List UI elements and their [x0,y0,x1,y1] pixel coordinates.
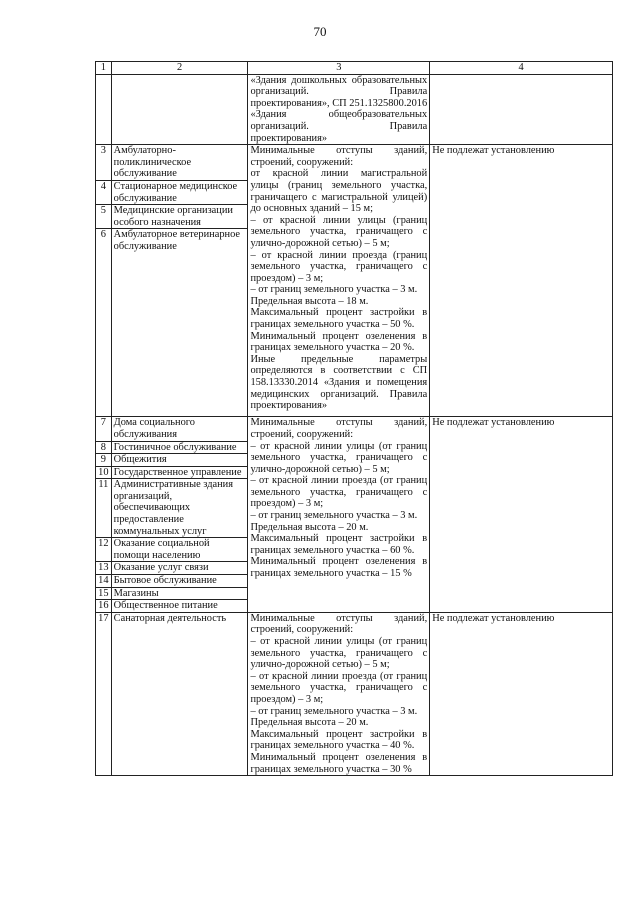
note-cell: Не подлежат установлению [430,417,613,613]
parameter-text: – от красной линии проезда (границ земельного участка, граничащего с проездом) – 3 м; [250,249,428,284]
row-number: 4 [96,180,112,204]
parameter-text: – от границ земельного участка – 3 м. [250,510,418,522]
row-number: 9 [96,454,112,467]
parameter-text: Предельная высота – 18 м. [250,295,369,307]
parameter-text: – от красной линии улицы (границ земельного участка, граничащего с улично-дорожной сетью) – 5 м; [250,214,428,249]
use-type-name: Стационарное медицинское обслуживание [111,180,248,204]
use-type-name: Магазины [111,587,248,600]
row-number: 10 [96,466,112,479]
parameter-text: Максимальный процент застройки в границах земельного участка – 60 %. [250,533,428,556]
row-number: 17 [96,612,112,775]
row-number: 15 [96,587,112,600]
use-type-name: Гостиничное обслуживание [111,441,248,454]
note-cell: Не подлежат установлению [430,145,613,417]
continuation-params: «Здания дошкольных образовательных организаций. Правила проектирования», СП 251.1325800.2016 «Здания общеобразовательных организаций. Правила проектирования» [248,74,430,145]
parameter-text: Минимальные отступы зданий, строений, сооружений: [250,145,428,168]
parameters-cell [248,612,430,775]
parameter-text: Предельная высота – 20 м. [250,521,369,533]
parameters-cell [248,417,430,613]
row-number: 14 [96,575,112,588]
row-number: 7 [96,417,112,441]
use-type-name: Дома социального обслуживания [111,417,248,441]
parameter-text: Минимальный процент озеленения в границах земельного участка – 20 %. [250,330,428,354]
use-type-name: Оказание услуг связи [111,562,248,575]
row-number: 6 [96,229,112,417]
use-type-name: Медицинские организации особого назначения [111,205,248,229]
row-number: 3 [96,145,112,181]
column-header-2: 2 [111,62,248,75]
use-type-name: Общественное питание [111,600,248,613]
use-type-name: Общежития [111,454,248,467]
parameter-text: – от красной линии проезда (от границ земельного участка, граничащего с проездом) – 3 м; [250,475,428,510]
use-type-name: Санаторная деятельность [111,612,248,775]
parameter-text: – от красной линии улицы (от границ земельного участка, граничащего с улично-дорожной сетью) – 5 м; [250,636,428,671]
use-type-name: Оказание социальной помощи населению [111,538,248,562]
table-row [96,417,613,441]
table-header-row [96,62,613,75]
table-row [96,145,613,181]
parameter-text: Максимальный процент застройки в границах земельного участка – 50 %. [250,307,428,331]
parameter-text: от красной линии магистральной улицы (границ земельного участка, граничащего с магистральной улицей) до основных зданий – 15 м; [250,168,428,215]
regulations-table [95,61,613,776]
use-type-name: Амбулаторное ветеринарное обслуживание [111,229,248,417]
parameter-text: Минимальные отступы зданий, строений, сооружений: [250,417,428,440]
note-cell: Не подлежат установлению [430,612,613,775]
row-number: 5 [96,205,112,229]
column-header-1: 1 [96,62,112,75]
use-type-name: Бытовое обслуживание [111,575,248,588]
parameter-text: Минимальные отступы зданий, строений, сооружений: [250,612,428,636]
column-header-3: 3 [248,62,430,75]
row-number: 11 [96,479,112,538]
parameter-text: Предельная высота – 20 м. [250,717,369,729]
parameter-text: – от красной линии улицы (от границ земельного участка, граничащего с улично-дорожной сетью) – 5 м; [250,440,428,475]
use-type-name: Государственное управление [111,466,248,479]
page-number: 70 [313,24,327,39]
parameter-text: Минимальный процент озеленения в границах земельного участка – 15 % [250,556,428,580]
row-number: 16 [96,600,112,613]
parameter-text: – от границ земельного участка – 3 м. [250,284,418,296]
continuation-row [96,74,613,145]
parameter-text: – от границ земельного участка – 3 м. [250,705,418,717]
row-number: 12 [96,538,112,562]
row-number: 8 [96,441,112,454]
table-row [96,612,613,775]
parameter-text: – от красной линии проезда (от границ земельного участка, граничащего с проездом) – 3 м; [250,670,428,705]
use-type-name: Административные здания организаций, обеспечивающих предоставление коммунальных услуг [111,479,248,538]
use-type-name: Амбулаторно-поликлиническое обслуживание [111,145,248,181]
row-number: 13 [96,562,112,575]
parameter-text: Минимальный процент озеленения в границах земельного участка – 30 % [250,751,428,775]
column-header-4: 4 [430,62,613,75]
parameter-text: Иные предельные параметры определяются в соответствии с СП 158.13330.2014 «Здания и помещения медицинских организаций. Правила проектирования» [250,353,428,412]
parameters-cell [248,145,430,417]
parameter-text: Максимальный процент застройки в границах земельного участка – 40 %. [250,728,428,752]
